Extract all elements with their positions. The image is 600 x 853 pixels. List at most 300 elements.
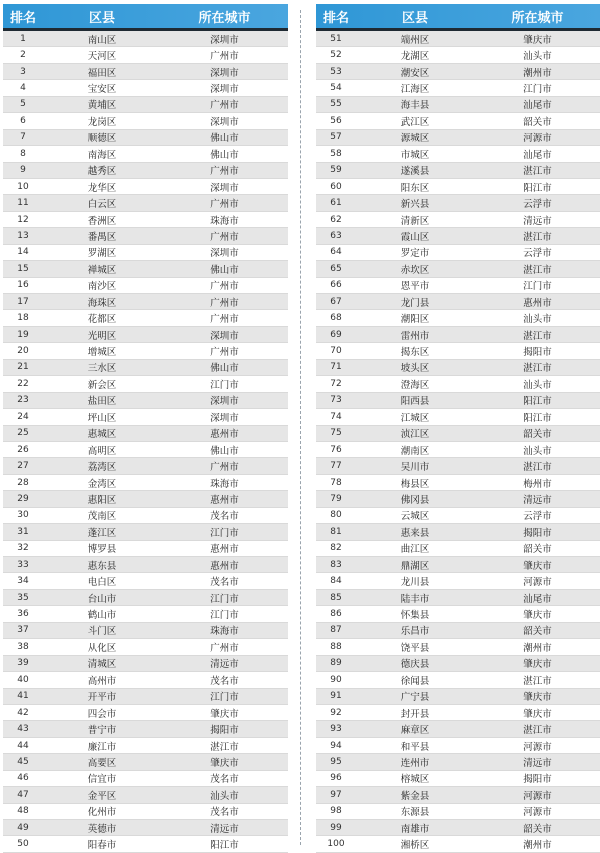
- city-cell: 广州市: [210, 347, 239, 359]
- rank-cell: 36: [17, 609, 29, 620]
- header-district: 区县: [88, 10, 115, 26]
- table-row: [3, 606, 288, 622]
- rank-cell: 74: [330, 411, 342, 422]
- district-cell: 徐闻县: [400, 675, 430, 687]
- city-cell: 清远市: [210, 823, 239, 835]
- city-cell: 珠海市: [210, 626, 239, 638]
- rank-cell: 72: [330, 378, 342, 389]
- city-cell: 惠州市: [523, 297, 552, 309]
- table-row: [3, 426, 288, 442]
- district-cell: 阳春市: [87, 840, 117, 852]
- rank-cell: 92: [330, 707, 342, 718]
- table-row: [3, 80, 288, 96]
- district-cell: 潮安区: [400, 67, 430, 79]
- city-cell: 肇庆市: [523, 34, 552, 46]
- rank-cell: 85: [330, 592, 342, 603]
- city-cell: 湛江市: [523, 264, 552, 276]
- city-cell: 湛江市: [210, 741, 239, 753]
- city-cell: 广州市: [210, 462, 239, 474]
- table-row: [316, 426, 600, 442]
- rank-cell: 39: [17, 658, 29, 669]
- table-row: [3, 261, 288, 277]
- district-cell: 龙华区: [87, 182, 117, 194]
- rank-cell: 83: [330, 559, 342, 570]
- table-row: [316, 508, 600, 524]
- rank-cell: 45: [17, 756, 29, 767]
- table-row: [3, 360, 288, 376]
- rank-cell: 18: [17, 313, 29, 324]
- city-cell: 广州市: [210, 642, 239, 654]
- district-cell: 金平区: [87, 790, 117, 802]
- table-row: [316, 393, 600, 409]
- table-row: [3, 409, 288, 425]
- district-cell: 赤坎区: [400, 264, 430, 276]
- rank-cell: 53: [330, 66, 342, 77]
- district-cell: 榕城区: [400, 774, 430, 786]
- district-cell: 三水区: [87, 363, 117, 375]
- district-cell: 博罗县: [87, 544, 117, 556]
- table-row: [3, 97, 288, 113]
- district-cell: 海丰县: [400, 100, 430, 112]
- rank-cell: 96: [330, 773, 342, 784]
- city-cell: 汕尾市: [523, 593, 552, 605]
- district-cell: 惠城区: [87, 429, 117, 441]
- table-row: [316, 623, 600, 639]
- rank-cell: 6: [20, 115, 26, 126]
- rank-cell: 73: [330, 395, 342, 406]
- rank-cell: 3: [20, 66, 26, 77]
- city-cell: 清远市: [210, 659, 239, 671]
- rank-cell: 94: [330, 740, 342, 751]
- city-cell: 湛江市: [523, 363, 552, 375]
- table-row: [3, 705, 288, 721]
- district-cell: 梅县区: [400, 478, 430, 490]
- city-cell: 广州市: [210, 231, 239, 243]
- city-cell: 湛江市: [523, 231, 552, 243]
- city-cell: 佛山市: [210, 363, 239, 375]
- table-row: [316, 179, 600, 195]
- district-cell: 坪山区: [87, 412, 117, 424]
- district-cell: 茂南区: [87, 511, 117, 523]
- table-row: [3, 310, 288, 326]
- rank-cell: 16: [17, 280, 29, 291]
- rank-cell: 63: [330, 230, 342, 241]
- city-cell: 佛山市: [210, 149, 239, 161]
- table-row: [3, 113, 288, 129]
- rank-cell: 69: [330, 329, 342, 340]
- rank-cell: 98: [330, 806, 342, 817]
- rank-cell: 32: [17, 543, 29, 554]
- district-cell: 霞山区: [400, 231, 430, 243]
- district-cell: 惠来县: [400, 527, 430, 539]
- district-cell: 潮阳区: [400, 314, 430, 326]
- rank-cell: 82: [330, 543, 342, 554]
- district-cell: 源城区: [400, 133, 430, 145]
- rank-cell: 59: [330, 165, 342, 176]
- city-cell: 阳江市: [210, 840, 239, 852]
- city-cell: 云浮市: [523, 199, 552, 211]
- city-cell: 广州市: [210, 100, 239, 112]
- district-cell: 盐田区: [87, 396, 117, 408]
- city-cell: 汕头市: [523, 379, 552, 391]
- district-cell: 东源县: [400, 807, 430, 819]
- city-cell: 韶关市: [523, 116, 552, 128]
- district-cell: 廉江市: [87, 741, 117, 753]
- city-cell: 云浮市: [523, 511, 552, 523]
- table-row: [316, 97, 600, 113]
- rank-cell: 28: [17, 477, 29, 488]
- table-row: [316, 573, 600, 589]
- table-row: [3, 47, 288, 63]
- city-cell: 湛江市: [523, 675, 552, 687]
- city-cell: 深圳市: [210, 116, 239, 128]
- rank-cell: 90: [330, 674, 342, 685]
- district-cell: 南山区: [87, 34, 117, 46]
- city-cell: 广州市: [210, 51, 239, 63]
- table-row: [3, 31, 288, 47]
- city-cell: 江门市: [210, 379, 239, 391]
- table-row: [3, 541, 288, 557]
- city-cell: 揭阳市: [210, 725, 239, 737]
- city-cell: 惠州市: [210, 560, 239, 572]
- rank-cell: 55: [330, 99, 342, 110]
- district-cell: 高明区: [87, 445, 117, 457]
- rank-cell: 37: [17, 625, 29, 636]
- rank-cell: 84: [330, 576, 342, 587]
- city-cell: 广州市: [210, 314, 239, 326]
- district-cell: 增城区: [87, 347, 117, 359]
- table-row: [316, 327, 600, 343]
- district-cell: 和平县: [400, 741, 430, 753]
- district-cell: 市城区: [400, 149, 430, 161]
- city-cell: 茂名市: [210, 807, 239, 819]
- rank-cell: 20: [17, 346, 29, 357]
- city-cell: 深圳市: [210, 330, 239, 342]
- district-cell: 番禺区: [87, 231, 117, 243]
- district-cell: 蓬江区: [87, 527, 117, 539]
- city-cell: 河源市: [523, 133, 552, 145]
- city-cell: 江门市: [523, 281, 552, 293]
- table-row: [3, 163, 288, 179]
- district-cell: 坡头区: [400, 363, 430, 375]
- table-row: [3, 590, 288, 606]
- table-row: [316, 212, 600, 228]
- table-row: [316, 442, 600, 458]
- city-cell: 广州市: [210, 166, 239, 178]
- table-row: [316, 310, 600, 326]
- table-row: [316, 721, 600, 737]
- table-row: [3, 294, 288, 310]
- rank-cell: 1: [20, 33, 26, 44]
- table-row: [316, 606, 600, 622]
- district-cell: 麻章区: [400, 725, 430, 737]
- rank-cell: 50: [17, 839, 29, 850]
- rank-cell: 58: [330, 148, 342, 159]
- city-cell: 河源市: [523, 577, 552, 589]
- district-cell: 怀集县: [400, 610, 430, 622]
- table-header: [316, 4, 600, 31]
- rank-cell: 11: [17, 198, 29, 209]
- district-cell: 澄海区: [400, 379, 430, 391]
- rank-cell: 41: [17, 691, 29, 702]
- district-cell: 英德市: [87, 823, 117, 835]
- table-row: [3, 656, 288, 672]
- table-row: [3, 836, 288, 852]
- city-cell: 揭阳市: [523, 347, 552, 359]
- city-cell: 汕头市: [523, 314, 552, 326]
- rank-cell: 13: [17, 230, 29, 241]
- table-row: [316, 31, 600, 47]
- table-row: [316, 195, 600, 211]
- table-row: [316, 376, 600, 392]
- district-cell: 信宜市: [87, 774, 117, 786]
- district-cell: 紫金县: [400, 790, 430, 802]
- table-row: [316, 524, 600, 540]
- city-cell: 肇庆市: [210, 757, 239, 769]
- table-row: [316, 458, 600, 474]
- district-cell: 清新区: [400, 215, 430, 227]
- district-cell: 高州市: [87, 675, 117, 687]
- header-rank: 排名: [9, 10, 36, 26]
- rank-cell: 33: [17, 559, 29, 570]
- rank-cell: 88: [330, 641, 342, 652]
- rank-cell: 46: [17, 773, 29, 784]
- rank-cell: 27: [17, 461, 29, 472]
- city-cell: 清远市: [523, 494, 552, 506]
- table-row: [316, 146, 600, 162]
- district-cell: 罗湖区: [87, 248, 117, 260]
- table-row: [316, 47, 600, 63]
- table-row: [3, 195, 288, 211]
- city-cell: 深圳市: [210, 34, 239, 46]
- rank-cell: 21: [17, 362, 29, 373]
- city-cell: 广州市: [210, 281, 239, 293]
- rank-cell: 8: [20, 148, 26, 159]
- table-row: [316, 475, 600, 491]
- table-row: [3, 573, 288, 589]
- district-cell: 从化区: [87, 642, 117, 654]
- city-cell: 佛山市: [210, 264, 239, 276]
- district-cell: 宝安区: [87, 84, 117, 96]
- city-cell: 潮州市: [523, 67, 552, 79]
- city-cell: 梅州市: [523, 478, 552, 490]
- table-row: [3, 458, 288, 474]
- header-city: 所在城市: [511, 10, 564, 26]
- district-cell: 湘桥区: [400, 840, 430, 852]
- district-cell: 花都区: [87, 314, 117, 326]
- district-cell: 四会市: [87, 708, 117, 720]
- city-cell: 深圳市: [210, 412, 239, 424]
- district-cell: 清城区: [87, 659, 117, 671]
- city-cell: 湛江市: [523, 462, 552, 474]
- district-cell: 端州区: [400, 34, 430, 46]
- rank-cell: 52: [330, 50, 342, 61]
- district-cell: 龙川县: [400, 577, 430, 589]
- district-cell: 惠阳区: [87, 494, 117, 506]
- table-row: [316, 228, 600, 244]
- rank-cell: 38: [17, 641, 29, 652]
- city-cell: 揭阳市: [523, 527, 552, 539]
- rank-cell: 48: [17, 806, 29, 817]
- rank-cell: 10: [17, 181, 29, 192]
- district-cell: 龙门县: [400, 297, 430, 309]
- district-cell: 江海区: [400, 84, 430, 96]
- rank-cell: 70: [330, 346, 342, 357]
- district-cell: 揭东区: [400, 347, 430, 359]
- city-cell: 肇庆市: [523, 692, 552, 704]
- city-cell: 茂名市: [210, 675, 239, 687]
- city-cell: 阳江市: [523, 412, 552, 424]
- district-cell: 阳西县: [400, 396, 430, 408]
- rank-cell: 30: [17, 510, 29, 521]
- table-row: [3, 804, 288, 820]
- city-cell: 肇庆市: [523, 610, 552, 622]
- city-cell: 佛山市: [210, 445, 239, 457]
- city-cell: 汕尾市: [523, 149, 552, 161]
- header-district: 区县: [401, 10, 428, 26]
- rank-cell: 31: [17, 526, 29, 537]
- table-row: [3, 64, 288, 80]
- rank-cell: 91: [330, 691, 342, 702]
- header-rank: 排名: [322, 10, 349, 26]
- district-cell: 高要区: [87, 757, 117, 769]
- rank-cell: 51: [330, 33, 342, 44]
- rank-cell: 75: [330, 428, 342, 439]
- table-row: [3, 146, 288, 162]
- rank-cell: 43: [17, 724, 29, 735]
- table-row: [3, 343, 288, 359]
- rank-cell: 7: [20, 132, 26, 143]
- table-row: [3, 771, 288, 787]
- table-row: [3, 820, 288, 836]
- table-row: [3, 491, 288, 507]
- rank-cell: 81: [330, 526, 342, 537]
- city-cell: 深圳市: [210, 67, 239, 79]
- district-cell: 雷州市: [400, 330, 430, 342]
- city-cell: 茂名市: [210, 577, 239, 589]
- rank-cell: 25: [17, 428, 29, 439]
- table-row: [3, 442, 288, 458]
- table-row: [3, 557, 288, 573]
- table-row: [3, 721, 288, 737]
- table-row: [3, 327, 288, 343]
- district-cell: 新兴县: [400, 199, 430, 211]
- city-cell: 河源市: [523, 741, 552, 753]
- table-row: [316, 771, 600, 787]
- rank-cell: 66: [330, 280, 342, 291]
- table-row: [3, 393, 288, 409]
- rank-cell: 57: [330, 132, 342, 143]
- rank-cell: 54: [330, 83, 342, 94]
- city-cell: 汕头市: [210, 790, 239, 802]
- rank-cell: 97: [330, 789, 342, 800]
- table-row: [316, 80, 600, 96]
- rank-cell: 61: [330, 198, 342, 209]
- city-cell: 广州市: [210, 199, 239, 211]
- district-cell: 开平市: [87, 692, 117, 704]
- table-row: [316, 590, 600, 606]
- table-row: [316, 836, 600, 852]
- district-cell: 福田区: [87, 67, 117, 79]
- city-cell: 湛江市: [523, 330, 552, 342]
- rank-cell: 42: [17, 707, 29, 718]
- district-cell: 武江区: [400, 116, 430, 128]
- district-cell: 佛冈县: [400, 494, 430, 506]
- city-cell: 深圳市: [210, 182, 239, 194]
- district-cell: 遂溪县: [400, 166, 430, 178]
- table-row: [3, 623, 288, 639]
- district-cell: 陆丰市: [400, 593, 430, 605]
- rank-cell: 26: [17, 444, 29, 455]
- city-cell: 河源市: [523, 790, 552, 802]
- rank-cell: 67: [330, 296, 342, 307]
- rank-cell: 34: [17, 576, 29, 587]
- district-cell: 惠东县: [87, 560, 117, 572]
- district-cell: 台山市: [87, 593, 117, 605]
- table-row: [316, 639, 600, 655]
- table-row: [316, 787, 600, 803]
- table-row: [316, 163, 600, 179]
- city-cell: 湛江市: [523, 725, 552, 737]
- table-row: [316, 278, 600, 294]
- rank-cell: 71: [330, 362, 342, 373]
- rank-cell: 40: [17, 674, 29, 685]
- table-row: [3, 376, 288, 392]
- rank-cell: 89: [330, 658, 342, 669]
- rank-cell: 80: [330, 510, 342, 521]
- rank-cell: 87: [330, 625, 342, 636]
- ranking-table-left: [3, 4, 288, 853]
- table-row: [316, 705, 600, 721]
- city-cell: 珠海市: [210, 215, 239, 227]
- rank-cell: 17: [17, 296, 29, 307]
- table-row: [3, 672, 288, 688]
- rank-cell: 12: [17, 214, 29, 225]
- district-cell: 普宁市: [87, 725, 117, 737]
- table-row: [316, 113, 600, 129]
- city-cell: 肇庆市: [523, 560, 552, 572]
- city-cell: 潮州市: [523, 840, 552, 852]
- city-cell: 茂名市: [210, 774, 239, 786]
- table-row: [316, 491, 600, 507]
- district-cell: 阳东区: [400, 182, 430, 194]
- district-cell: 斗门区: [87, 626, 117, 638]
- rank-cell: 93: [330, 724, 342, 735]
- table-row: [3, 524, 288, 540]
- rank-cell: 29: [17, 493, 29, 504]
- rank-cell: 2: [20, 50, 26, 61]
- district-cell: 南雄市: [400, 823, 430, 835]
- table-row: [316, 754, 600, 770]
- rank-cell: 44: [17, 740, 29, 751]
- district-cell: 江城区: [400, 412, 430, 424]
- rank-cell: 4: [20, 83, 26, 94]
- table-row: [3, 228, 288, 244]
- city-cell: 江门市: [210, 593, 239, 605]
- district-cell: 连州市: [400, 757, 430, 769]
- table-row: [316, 409, 600, 425]
- rank-cell: 62: [330, 214, 342, 225]
- table-row: [3, 179, 288, 195]
- district-cell: 南海区: [87, 149, 117, 161]
- city-cell: 惠州市: [210, 544, 239, 556]
- district-cell: 金湾区: [87, 478, 117, 490]
- district-cell: 电白区: [87, 577, 117, 589]
- city-cell: 清远市: [523, 215, 552, 227]
- district-cell: 乐昌市: [400, 626, 430, 638]
- rank-cell: 5: [20, 99, 26, 110]
- table-body: [316, 31, 600, 853]
